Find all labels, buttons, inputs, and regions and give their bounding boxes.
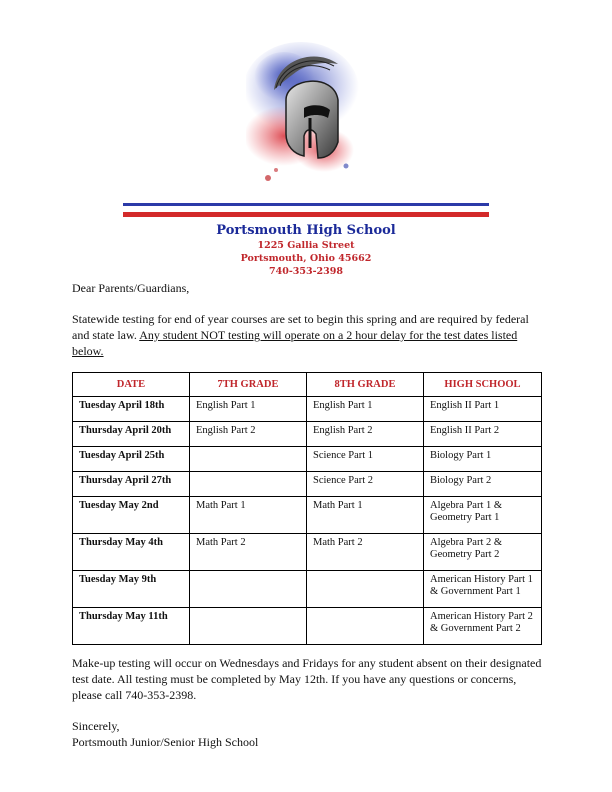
table-row	[73, 608, 542, 645]
header-date: DATE	[73, 373, 190, 397]
grade7-cell	[190, 571, 307, 608]
grade8-cell: English Part 1	[307, 397, 424, 422]
grade7-cell: English Part 1	[190, 397, 307, 422]
high-school-cell: Biology Part 2	[424, 472, 542, 497]
date-cell: Thursday April 27th	[73, 472, 190, 497]
grade7-cell: English Part 2	[190, 422, 307, 447]
closing-paragraph: Make-up testing will occur on Wednesdays and Fridays for any student absent on their designated test date. All testing must be completed by May 12th. If you have any questions or concerns, please call 740-353-2398.	[72, 656, 542, 702]
header-7th-grade: 7TH GRADE	[190, 373, 307, 397]
intro-underlined-text: Any student NOT testing will operate on a 2 hour delay for the test dates listed below.	[72, 328, 518, 358]
grade8-cell	[307, 608, 424, 645]
header-8th-grade: 8TH GRADE	[307, 373, 424, 397]
grade8-cell: English Part 2	[307, 422, 424, 447]
high-school-cell: English II Part 1	[424, 397, 542, 422]
grade8-cell: Math Part 1	[307, 497, 424, 534]
high-school-cell: American History Part 2 & Government Part 2	[424, 608, 542, 645]
high-school-cell: Algebra Part 2 & Geometry Part 2	[424, 534, 542, 571]
table-row	[73, 447, 542, 472]
letterhead-rule-red	[123, 212, 489, 217]
table-row	[73, 472, 542, 497]
salutation: Dear Parents/Guardians,	[72, 281, 190, 295]
street-address: 1225 Gallia Street	[257, 240, 355, 251]
high-school-cell: English II Part 2	[424, 422, 542, 447]
date-cell: Thursday May 11th	[73, 608, 190, 645]
intro-text: Statewide testing for end of year courses are set to begin this spring and are required by federal and state law.	[72, 312, 529, 342]
school-name: Portsmouth High School	[216, 223, 396, 238]
grade8-cell: Science Part 2	[307, 472, 424, 497]
table-row	[73, 422, 542, 447]
grade8-cell	[307, 571, 424, 608]
signoff: Sincerely,	[72, 719, 120, 733]
grade7-cell	[190, 608, 307, 645]
table-row	[73, 397, 542, 422]
grade7-cell: Math Part 1	[190, 497, 307, 534]
phone-number: 740-353-2398	[269, 266, 343, 277]
letterhead	[0, 222, 612, 278]
high-school-cell: Algebra Part 1 & Geometry Part 1	[424, 497, 542, 534]
testing-schedule-table	[72, 372, 542, 645]
high-school-cell: American History Part 1 & Government Part 1	[424, 571, 542, 608]
date-cell: Tuesday May 2nd	[73, 497, 190, 534]
table-row	[73, 534, 542, 571]
grade8-cell: Math Part 2	[307, 534, 424, 571]
high-school-cell: Biology Part 1	[424, 447, 542, 472]
table-row	[73, 497, 542, 534]
table-header-row	[73, 373, 542, 397]
grade7-cell: Math Part 2	[190, 534, 307, 571]
letterhead-rule-blue	[123, 203, 489, 206]
intro-paragraph	[72, 311, 542, 359]
header-high-school: HIGH SCHOOL	[424, 373, 542, 397]
grade8-cell: Science Part 1	[307, 447, 424, 472]
date-cell: Tuesday April 25th	[73, 447, 190, 472]
date-cell: Tuesday May 9th	[73, 571, 190, 608]
grade7-cell	[190, 447, 307, 472]
table-row	[73, 571, 542, 608]
grade7-cell	[190, 472, 307, 497]
signoff-block	[72, 718, 542, 750]
date-cell: Thursday May 4th	[73, 534, 190, 571]
date-cell: Tuesday April 18th	[73, 397, 190, 422]
date-cell: Thursday April 20th	[73, 422, 190, 447]
city-address: Portsmouth, Ohio 45662	[240, 253, 372, 264]
signature: Portsmouth Junior/Senior High School	[72, 735, 259, 749]
spartan-helmet-logo	[246, 38, 366, 188]
